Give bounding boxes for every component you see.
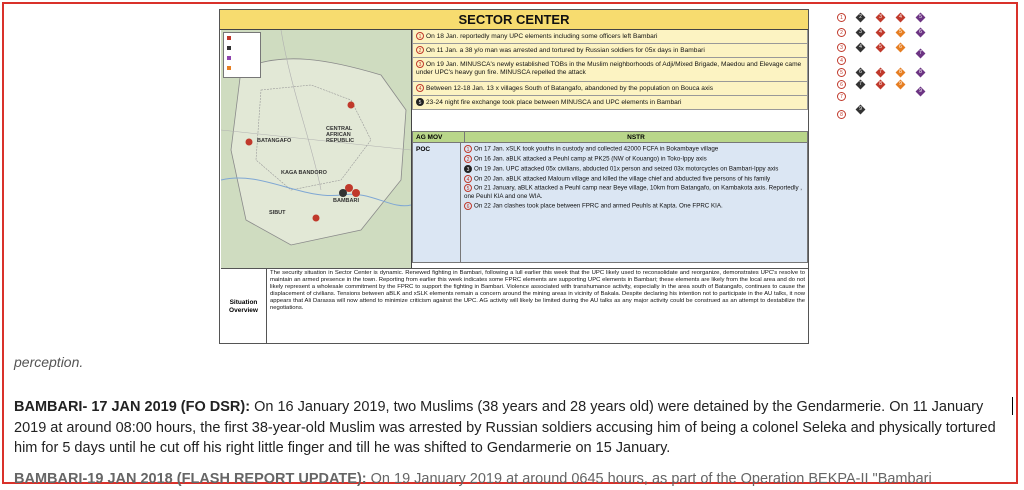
diamond-marker-icon: 7 (856, 80, 866, 90)
poc-item: 2 On 16 Jan. aBLK attacked a Peuhl camp at PK25 (NW of Kouango) in Toko-Ippy axis (464, 155, 804, 164)
embedded-slide-image (219, 9, 809, 344)
poc-item: 6 On 22 Jan clashes took place between FPRC and armed Peuhls at Kapta. One FPRC KIA. (464, 202, 804, 211)
symbol-grid (832, 8, 932, 118)
event-row: 2 On 11 Jan. a 38 y/o man was arrested and tortured by Russian soldiers for 05x days in Bambari (412, 44, 808, 58)
diamond-marker-icon: 7 (876, 68, 886, 78)
poc-item: 4 On 20 Jan. aBLK attacked Maloum village and killed the village chief and abducted five persons of his family (464, 175, 804, 184)
circle-marker-icon: 6 (837, 80, 846, 89)
circle-marker-icon: 8 (837, 110, 846, 119)
nstr-header: AG MOV NSTR (412, 131, 808, 143)
nstr-table (412, 131, 808, 263)
diamond-marker-icon: 9 (916, 87, 926, 97)
poc-label: POC (413, 143, 461, 262)
poc-item: 1 On 17 Jan. xSLK took youths in custody and collected 42000 FCFA in Bokambaye village (464, 145, 804, 154)
diamond-marker-icon: 6 (896, 43, 906, 53)
diamond-marker-icon: 9 (896, 80, 906, 90)
event-list (412, 30, 808, 110)
event-row: 1 On 18 Jan. reportedly many UPC elements including some officers left Bambari (412, 30, 808, 44)
circle-marker-icon: 1 (837, 13, 846, 22)
circle-marker-icon: 5 (837, 68, 846, 77)
diamond-marker-icon: 5 (876, 43, 886, 53)
slide-title: SECTOR CENTER (220, 10, 808, 30)
map-label-car: CENTRAL AFRICAN REPUBLIC (326, 126, 355, 144)
map-label-bambari: BAMBARI (333, 198, 359, 204)
paragraph-body: On 16 January 2019, two Muslims (38 years and 28 years old) were detained by the Gendarmerie. On 11 January 2019 at around 08:00 hours, the first 38-year-old Muslim was arrested by Russian soldiers accusing him of being a colonel Seleka and physically tortured him for 5 days until he cut off his right little finger and till he was shifted to Gendarmerie on 15 January. (14, 399, 996, 456)
event-number-icon: 4 (416, 84, 424, 92)
situation-label: Situation Overview (221, 269, 267, 344)
paragraph-heading: BAMBARI-19 JAN 2018 (FLASH REPORT UPDATE): (14, 471, 367, 487)
poc-item: 5 On 21 January, aBLK attacked a Peuhl camp near Beye village, 10km from Batangafo, on Kambakota axis. Reportedly , one Peuhl KIA and one WIA. (464, 185, 803, 201)
poc-items (461, 143, 807, 262)
document-paragraph-bambari-19-jan[interactable] (14, 471, 932, 487)
map-label-batangafo: BATANGAFO (257, 138, 292, 144)
map-label-sibut: SIBUT (269, 210, 286, 216)
diamond-marker-icon: 9 (856, 105, 866, 115)
diamond-marker-icon: 8 (876, 80, 886, 90)
event-row: 5 23-24 night fire exchange took place between MINUSCA and UPC elements in Bambari (412, 96, 808, 110)
paragraph-heading: BAMBARI- 17 JAN 2019 (FO DSR): (14, 399, 251, 415)
document-text-fragment: perception. (14, 354, 84, 370)
circle-marker-icon: 2 (837, 28, 846, 37)
diamond-marker-icon: 6 (916, 28, 926, 38)
diamond-marker-icon: 7 (916, 49, 926, 59)
diamond-marker-icon: 2 (856, 13, 866, 23)
document-paragraph-bambari-17-jan[interactable] (14, 397, 1014, 459)
circle-marker-icon: 3 (837, 43, 846, 52)
situation-text: The security situation in Sector Center is dynamic. Renewed fighting in Bambari, following a lull earlier this week that the UPC likely used to reconsolidate and reorganize, demonstrates UPC's resolve to maintain an armed presence in the town. Reporting from earlier this week indicates some FPRC elements are supporting UPC elements in Bambari; these elements are likely from the local area and do not likely represent a wholesale commitment by the FPRC to support the fighting in Bambari. Violence associated with transhumance activity, especially in the area south of Batangafo, continues to cause the displacement of civilians. Tensions between aBLK and xSLK elements remain a concern around the mining areas in vicinity of Bakala. Despite declaring his intention not to participate in the AU talks, it now appears that Ali Darassa will now attend to minimize criticism against the UPC. AG activity will likely be limited during the AU talks as any major activity could be construed as an attempt to destabilize the negotiations. (270, 270, 805, 312)
diamond-marker-icon: 8 (916, 68, 926, 78)
diamond-marker-icon: 6 (856, 68, 866, 78)
map-label-kaga-bandoro: KAGA BANDORO (281, 170, 327, 176)
diamond-marker-icon: 3 (876, 13, 886, 23)
event-row: 3 On 19 Jan. MINUSCA's newly established TOBs in the Muslim neighborhoods of Adji/Mixed Brigade, Maedou and Elevage came under UPC's heavy gun fire. MINUSCA repelled the attack (412, 58, 808, 82)
event-number-icon: 5 (416, 98, 424, 106)
paragraph-body: On 19 January 2019 at around 0645 hours, as part of the Operation BEKPA-II "Bambari (370, 471, 932, 487)
event-row: 4 Between 12-18 Jan. 13 x villages South of Batangafo, abandoned by the population on Bouca axis (412, 82, 808, 96)
diamond-marker-icon: 5 (896, 28, 906, 38)
diamond-marker-icon: 4 (876, 28, 886, 38)
map-legend (223, 32, 261, 78)
text-cursor (1012, 397, 1013, 415)
poc-item: 3 On 19 Jan. UPC attacked 05x civilians, abducted 01x person and seized 03x motorcycles on Bambari-Ippy axis (464, 165, 804, 174)
situation-overview (221, 268, 808, 344)
circle-marker-icon: 4 (837, 56, 846, 65)
diamond-marker-icon: 4 (896, 13, 906, 23)
diamond-marker-icon: 3 (856, 28, 866, 38)
event-number-icon: 1 (416, 32, 424, 40)
sector-map (221, 30, 412, 268)
diamond-marker-icon: 5 (916, 13, 926, 23)
diamond-marker-icon: 4 (856, 43, 866, 53)
event-number-icon: 3 (416, 60, 424, 68)
diamond-marker-icon: 8 (896, 68, 906, 78)
circle-marker-icon: 7 (837, 92, 846, 101)
event-number-icon: 2 (416, 46, 424, 54)
